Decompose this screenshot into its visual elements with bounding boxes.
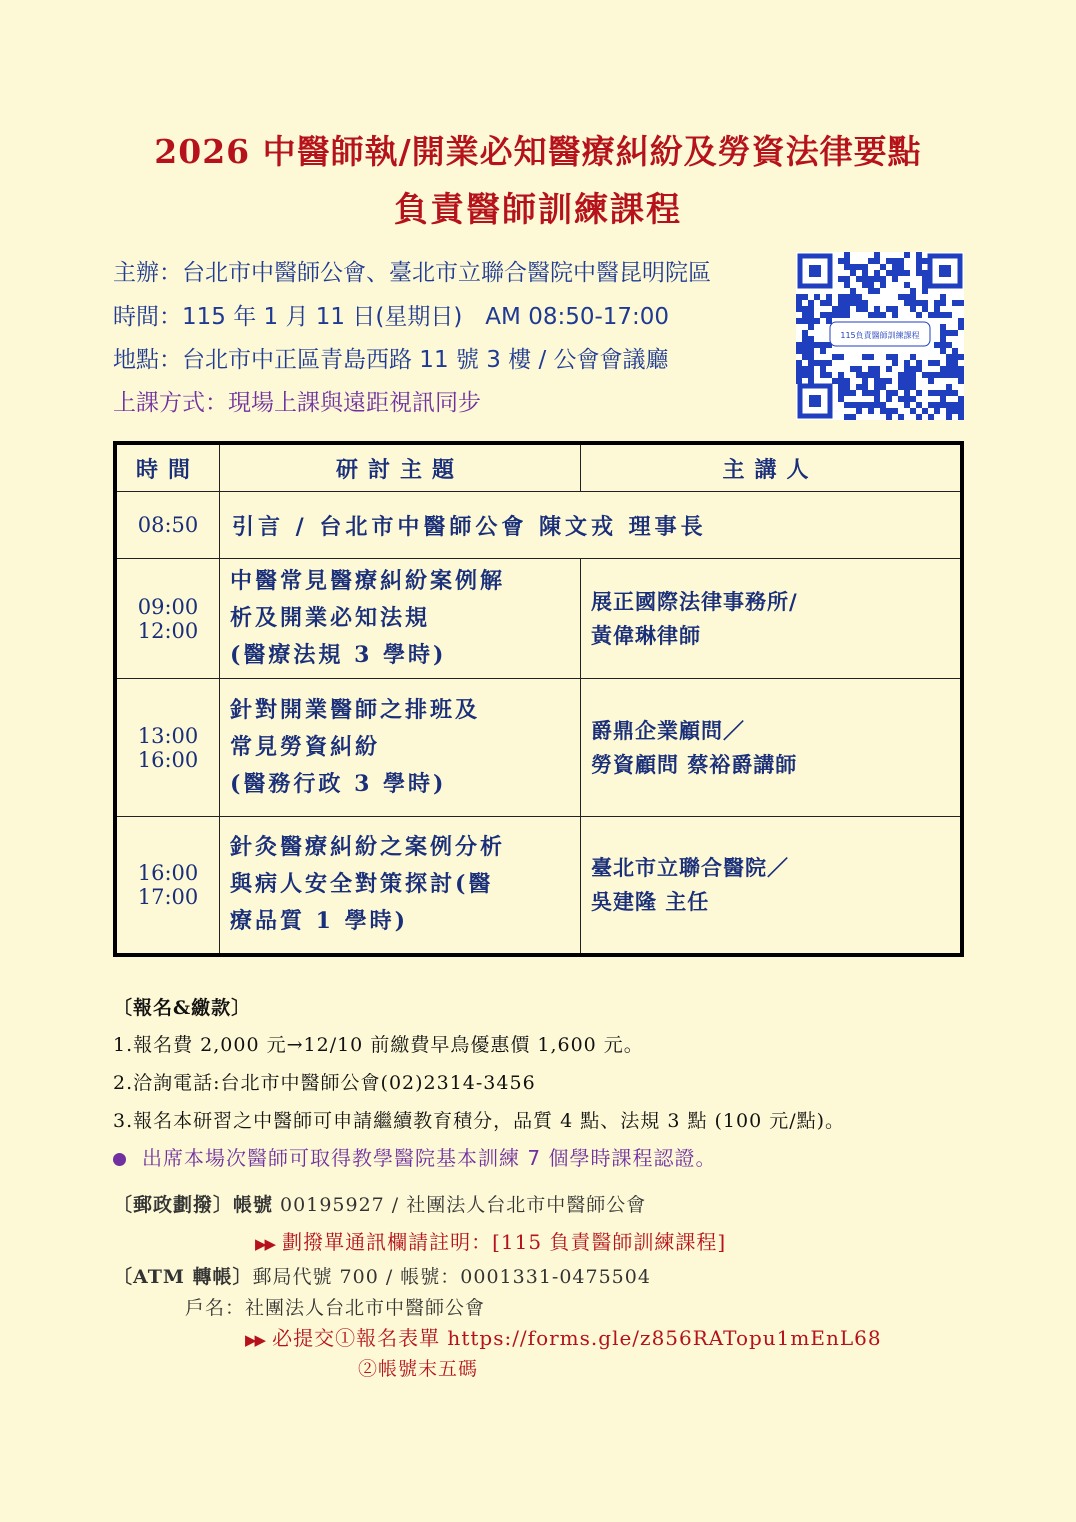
session-topic: 針對開業醫師之排班及 常見勞資糾紛 (醫務行政 3 學時) xyxy=(220,679,581,817)
session-topic: 針灸醫療糾紛之案例分析 與病人安全對策探討(醫 療品質 1 學時) xyxy=(220,817,581,955)
double-arrow-icon: ▶▶ xyxy=(245,1331,265,1349)
table-row-intro xyxy=(115,492,962,559)
postal-account: 00195927 / 社團法人台北市中醫師公會 xyxy=(273,1194,647,1216)
fees-heading: 〔報名&繳款〕 xyxy=(113,997,252,1019)
header-time: 時間 xyxy=(115,443,220,492)
venue-line: 地點：台北市中正區青島西路 11 號 3 樓 / 公會會議廳 xyxy=(113,347,669,373)
organizer-line: 主辦：台北市中醫師公會、臺北市立聯合醫院中醫昆明院區 xyxy=(113,260,711,286)
schedule-table xyxy=(113,441,964,957)
fee-item-2: 2.洽詢電話:台北市中醫師公會(02)2314-3456 xyxy=(113,1072,536,1094)
double-arrow-icon: ▶▶ xyxy=(255,1235,275,1253)
qr-label: 115負責醫師訓練課程 xyxy=(840,331,920,340)
atm-account: 郵局代號 700 / 帳號：0001331-0475504 xyxy=(252,1266,651,1288)
bullet-icon xyxy=(113,1153,126,1166)
postal-label: 〔郵政劃撥〕帳號 xyxy=(113,1194,274,1216)
postal-transfer xyxy=(113,1190,646,1217)
atm-label: 〔ATM 轉帳〕 xyxy=(113,1266,253,1288)
fee-item-1: 1.報名費 2,000 元→12/10 前繳費早鳥優惠價 1,600 元。 xyxy=(113,1034,644,1056)
page-subtitle: 負責醫師訓練課程 xyxy=(394,190,682,230)
time-line: 時間：115 年 1 月 11 日(星期日) AM 08:50-17:00 xyxy=(113,304,670,330)
postal-note: ▶▶ 劃撥單通訊欄請註明：[115 負責醫師訓練課程] xyxy=(255,1230,727,1254)
submit-form-line[interactable]: ▶▶ 必提交①報名表單 https://forms.gle/z856RATopu1mEnL68 xyxy=(245,1326,882,1350)
credit-note: 出席本場次醫師可取得教學醫院基本訓練 7 個學時課程認證。 xyxy=(113,1142,716,1171)
table-row xyxy=(115,679,962,817)
session-speaker: 臺北市立聯合醫院／ 吳建隆 主任 xyxy=(581,817,963,955)
schedule-header-row xyxy=(115,443,962,492)
session-topic: 中醫常見醫療糾紛案例解 析及開業必知法規 (醫療法規 3 學時) xyxy=(220,559,581,679)
account-name: 戶名：社團法人台北市中醫師公會 xyxy=(185,1297,486,1319)
session-time: 09:00 12:00 xyxy=(115,559,220,679)
table-row xyxy=(115,559,962,679)
qr-code[interactable] xyxy=(796,252,964,420)
session-speaker: 爵鼎企業顧問／ 勞資顧問 蔡裕爵講師 xyxy=(581,679,963,817)
fee-item-3: 3.報名本研習之中醫師可申請繼續教育積分，品質 4 點、法規 3 點 (100 元/點)。 xyxy=(113,1110,846,1132)
submit-account-digits: ②帳號末五碼 xyxy=(358,1358,479,1380)
intro-time: 08:50 xyxy=(115,492,220,559)
atm-transfer xyxy=(113,1262,651,1289)
header-speaker: 主講人 xyxy=(581,443,963,492)
header-topic: 研討主題 xyxy=(220,443,581,492)
session-time: 13:00 16:00 xyxy=(115,679,220,817)
intro-text: 引言 / 台北市中醫師公會 陳文戎 理事長 xyxy=(220,492,963,559)
session-time: 16:00 17:00 xyxy=(115,817,220,955)
mode-line: 上課方式：現場上課與遠距視訊同步 xyxy=(113,390,481,416)
table-row xyxy=(115,817,962,955)
session-speaker: 展正國際法律事務所/ 黃偉琳律師 xyxy=(581,559,963,679)
page-title: 2026 中醫師執/開業必知醫療糾紛及勞資法律要點 xyxy=(154,132,922,171)
